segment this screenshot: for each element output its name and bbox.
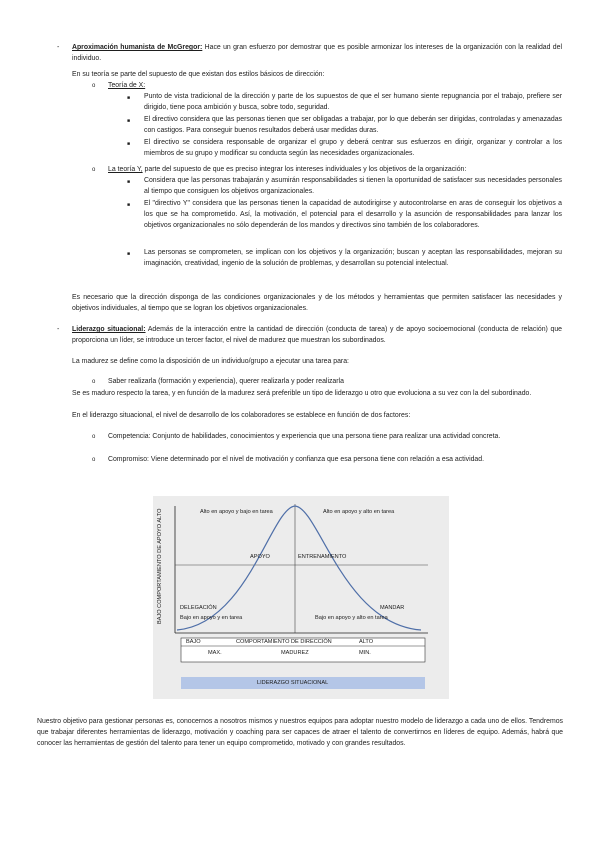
factor-competencia: Competencia: Conjunto de habilidades, conocimientos y experiencia que una persona tiene para realizar una actividad concreta.	[108, 433, 501, 440]
list-marker: o	[92, 379, 96, 385]
square-bullet: ■	[127, 179, 131, 185]
maturity-max: MAX.	[208, 650, 222, 656]
square-bullet: ■	[127, 141, 131, 147]
x-axis-high: ALTO	[359, 639, 374, 645]
theory-y-paragraph	[108, 165, 562, 176]
list-marker: o	[92, 167, 96, 173]
mcgregor-closing: Es necesario que la dirección disponga de las condiciones organizacionales y de los métodos y herramientas que permiten satisfacer las necesidades y objetivos individuales, al tiempo que se logran los objetivos organizacionales.	[72, 294, 562, 312]
conclusion-paragraph: Nuestro objetivo para gestionar personas es, conocernos a nosotros mismos y nuestros equipos para adoptar nuestro modelo de liderazgo a cada uno de ellos. Tendremos que trabajar diferentes herramientas de liderazgo, motivación y coaching para ser capaces de atraer el talento de convertirnos en líderes de equipo. Además, habrá que conocer las herramientas de gestión del talento para tener un equipo comprometido, motivado y con grandes resultados.	[37, 718, 563, 747]
situational-leadership-diagram	[153, 496, 449, 699]
theory-x-item: El directivo considera que las personas tienen que ser obligadas a trabajar, por lo que deberán ser dirigidas, controladas y amenazadas con castigos. Para conseguir buenos resultados deberá usar medidas duras.	[144, 116, 562, 134]
square-bullet: ■	[127, 251, 131, 257]
label-mandar: MANDAR	[380, 605, 405, 611]
theory-x-item: El directivo se considera responsable de organizar el grupo y deberá centrar sus esfuerzos en dirigir, organizar y controlar a los miembros de su grupo y modificar su conducta según las necesidades organizacionales.	[144, 139, 562, 157]
quadrant-top-left: Alto en apoyo y bajo en tarea	[200, 509, 273, 515]
x-axis-low: BAJO	[186, 639, 201, 645]
mcgregor-title: Aproximación humanista de McGregor:	[72, 44, 203, 51]
situational-title: Liderazgo situacional:	[72, 326, 146, 333]
list-marker: o	[92, 83, 96, 89]
maturity-min: MIN.	[359, 650, 371, 656]
theory-y-label: La teoría Y,	[108, 166, 143, 173]
theory-x-label: Teoría de X:	[108, 82, 146, 89]
situational-text: Además de la interacción entre la cantidad de dirección (conducta de tarea) y de apoyo socioemocional (conducta de relación) que proporciona un líder, se introduce un tercer factor, el nivel de madurez que muestran los subordinados.	[72, 326, 562, 344]
mcgregor-paragraph	[72, 43, 562, 65]
maturity-item: Saber realizarla (formación y experiencia), querer realizarla y poder realizarla	[108, 378, 344, 385]
square-bullet: ■	[127, 95, 131, 101]
y-axis-label: BAJO COMPORTAMIENTO DE APOYO ALTO	[157, 508, 163, 624]
theory-y-item: Considera que las personas trabajarán y asumirán responsabilidades si tienen la oportunidad de satisfacer sus necesidades personales al tiempo que consiguen los objetivos organizacionales.	[144, 177, 562, 195]
theory-y-text: parte del supuesto de que es preciso integrar los intereses individuales y los objetivos de la organización:	[142, 166, 467, 173]
maturity-label: MADUREZ	[281, 650, 309, 656]
list-marker: o	[92, 457, 96, 463]
section-bullet: -	[57, 44, 60, 51]
section-bullet: -	[57, 326, 60, 333]
square-bullet: ■	[127, 202, 131, 208]
quadrant-top-right: Alto en apoyo y alto en tarea	[323, 509, 395, 515]
theory-y-item: Las personas se comprometen, se implican con los objetivos y la organización; buscan y aceptan las responsabilidades, mejoran su imaginación, creatividad, ingenio de la solución de problemas, y desarrollan su potencial intelectual.	[144, 249, 562, 267]
quadrant-bottom-right: Bajo en apoyo y alto en tarea	[315, 615, 388, 621]
diagram-caption: LIDERAZGO SITUACIONAL	[257, 680, 329, 686]
label-delegacion: DELEGACIÓN	[180, 605, 217, 611]
label-apoyo: APOYO	[250, 554, 270, 560]
quadrant-bottom-left: Bajo en apoyo y en tarea	[180, 615, 243, 621]
maturity-paragraph: Se es maduro respecto la tarea, y en función de la madurez será preferible un tipo de liderazgo u otro que evoluciona a su vez con la del subordinado.	[72, 390, 532, 397]
factors-intro: En el liderazgo situacional, el nivel de desarrollo de los colaboradores se establece en función de dos factores:	[72, 412, 411, 419]
square-bullet: ■	[127, 118, 131, 124]
maturity-definition: La madurez se define como la disposición de un individuo/grupo a ejecutar una tarea para:	[72, 358, 349, 365]
factor-compromiso: Compromiso: Viene determinado por el nivel de motivación y confianza que esa persona tiene con relación a esa actividad.	[108, 456, 485, 463]
label-entrenamiento: ENTRENAMIENTO	[298, 554, 347, 560]
diagram-graphics	[153, 496, 449, 699]
theory-y-item: El "directivo Y" considera que las personas tienen la capacidad de autodirigirse y autocontrolarse en aras de conseguir los objetivos a los que se ha comprometido. Así, la motivación, el potencial para el desarrollo y la asunción de responsabilidades para lanzar los objetivos organizacionales no sólo dependerán de los mandos y directivos sino también de los colaboradores.	[144, 200, 562, 229]
x-axis-label: COMPORTAMIENTO DE DIRECCIÓN	[236, 639, 332, 645]
list-marker: o	[92, 434, 96, 440]
mcgregor-text: Hace un gran esfuerzo por demostrar que es posible armonizar los intereses de la organización con la realidad del individuo.	[72, 44, 563, 62]
theory-x-item: Punto de vista tradicional de la dirección y parte de los supuestos de que el ser humano siente repugnancia por el trabajo, prefiere ser dirigido, tiene poca ambición y busca, sobre todo, seguridad.	[144, 93, 562, 111]
mcgregor-intro: En su teoría se parte del supuesto de que existan dos estilos básicos de dirección:	[72, 71, 325, 78]
situational-paragraph	[72, 325, 562, 347]
